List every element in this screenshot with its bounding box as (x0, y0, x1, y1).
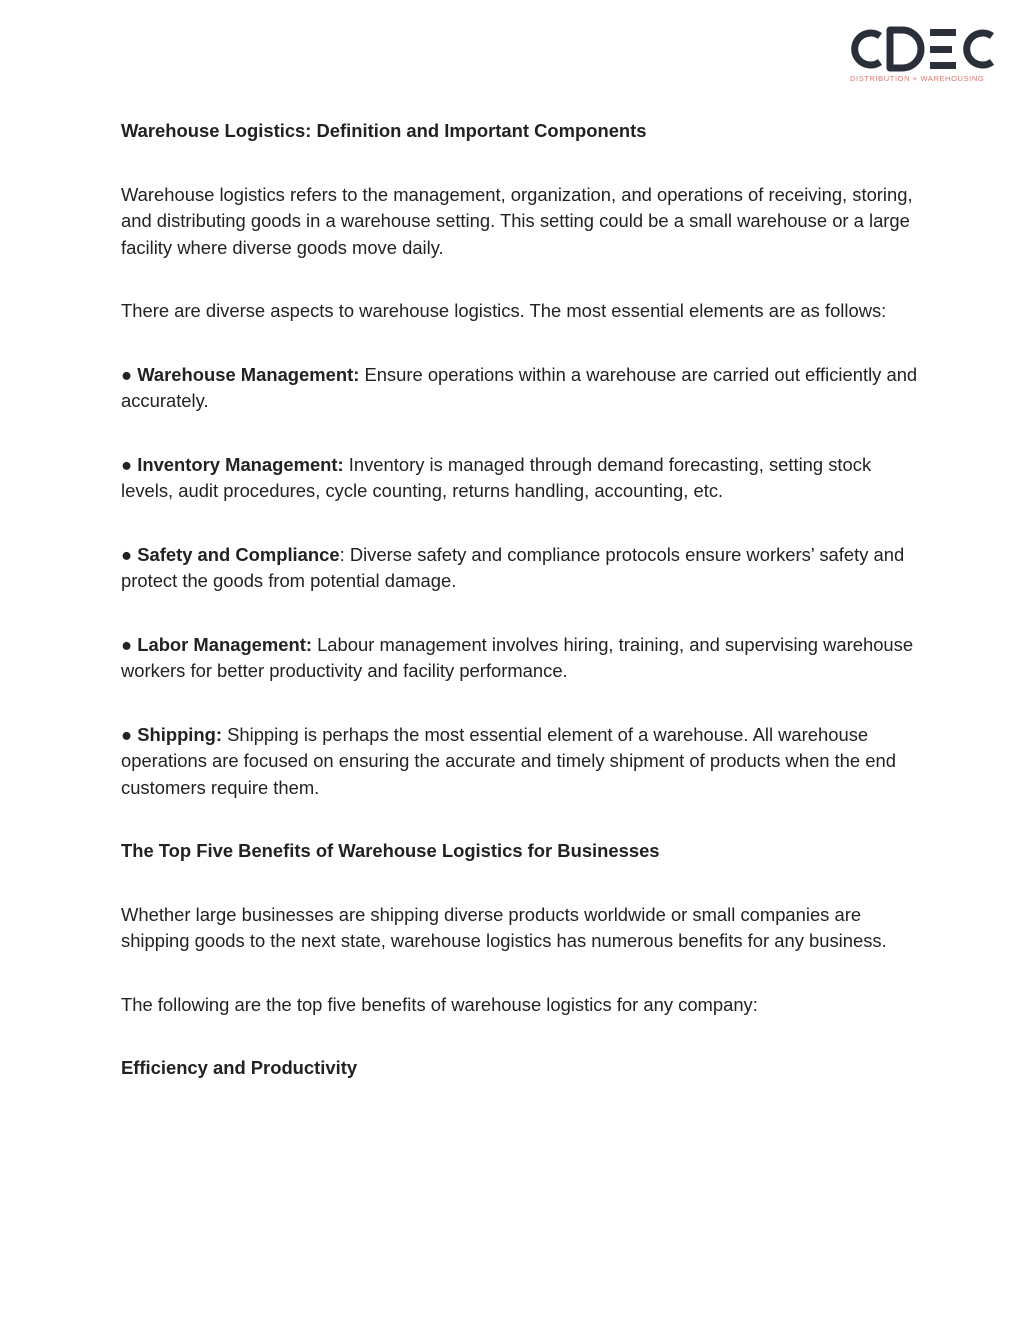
bullet-text: Shipping is perhaps the most essential element of a warehouse. All warehouse operations are focused on ensuring the accurate and timely shipment of products when the end customers require them. (121, 723, 896, 798)
bullet-text: : Diverse safety and compliance protocols ensure workers’ safety and protect the goods from potential damage. (121, 543, 905, 591)
subheading-efficiency: Efficiency and Productivity (121, 1057, 358, 1078)
intro-paragraph: Warehouse logistics refers to the management, organization, and operations of receiving, storing, and distributing goods in a warehouse setting. This setting could be a small warehouse or a large facility where diverse goods move daily. (121, 183, 913, 258)
bullet-label: Inventory Management: (137, 453, 344, 475)
bullet-text: Inventory is managed through demand forecasting, setting stock levels, audit procedures, cycle counting, returns handling, accounting, etc. (121, 453, 872, 501)
bullet-inventory-management (121, 452, 921, 505)
document-title: Warehouse Logistics: Definition and Important Components (121, 120, 647, 141)
bullet-glyph: ● (121, 633, 133, 655)
bullet-glyph: ● (121, 453, 133, 475)
bullet-label: Labor Management: (137, 633, 312, 655)
bullet-labor-management (121, 632, 921, 685)
benefits-lead-paragraph: The following are the top five benefits of warehouse logistics for any company: (121, 993, 758, 1015)
bullet-glyph: ● (121, 363, 133, 385)
document-body (121, 118, 921, 1119)
aspects-intro-paragraph: There are diverse aspects to warehouse logistics. The most essential elements are as follows: (121, 300, 887, 321)
bullet-label: Safety and Compliance (137, 543, 340, 565)
benefits-intro-paragraph: Whether large businesses are shipping diverse products worldwide or small companies are shipping goods to the next state, warehouse logistics has numerous benefits for any business. (121, 903, 887, 951)
logo-tagline: DISTRIBUTION + WAREHOUSING (850, 74, 985, 83)
bullet-shipping (121, 722, 921, 802)
bullet-safety-compliance (121, 542, 921, 595)
cdec-logo-icon (848, 26, 998, 72)
bullet-text: Labour management involves hiring, training, and supervising warehouse workers for better productivity and facility performance. (121, 633, 914, 681)
bullet-warehouse-management (121, 362, 921, 415)
bullet-text: Ensure operations within a warehouse are carried out efficiently and accurately. (121, 363, 918, 411)
bullet-glyph: ● (121, 723, 133, 745)
benefits-heading: The Top Five Benefits of Warehouse Logistics for Businesses (121, 840, 660, 861)
company-logo (848, 26, 998, 86)
bullet-label: Shipping: (137, 723, 223, 745)
bullet-label: Warehouse Management: (137, 363, 360, 385)
bullet-glyph: ● (121, 543, 133, 565)
